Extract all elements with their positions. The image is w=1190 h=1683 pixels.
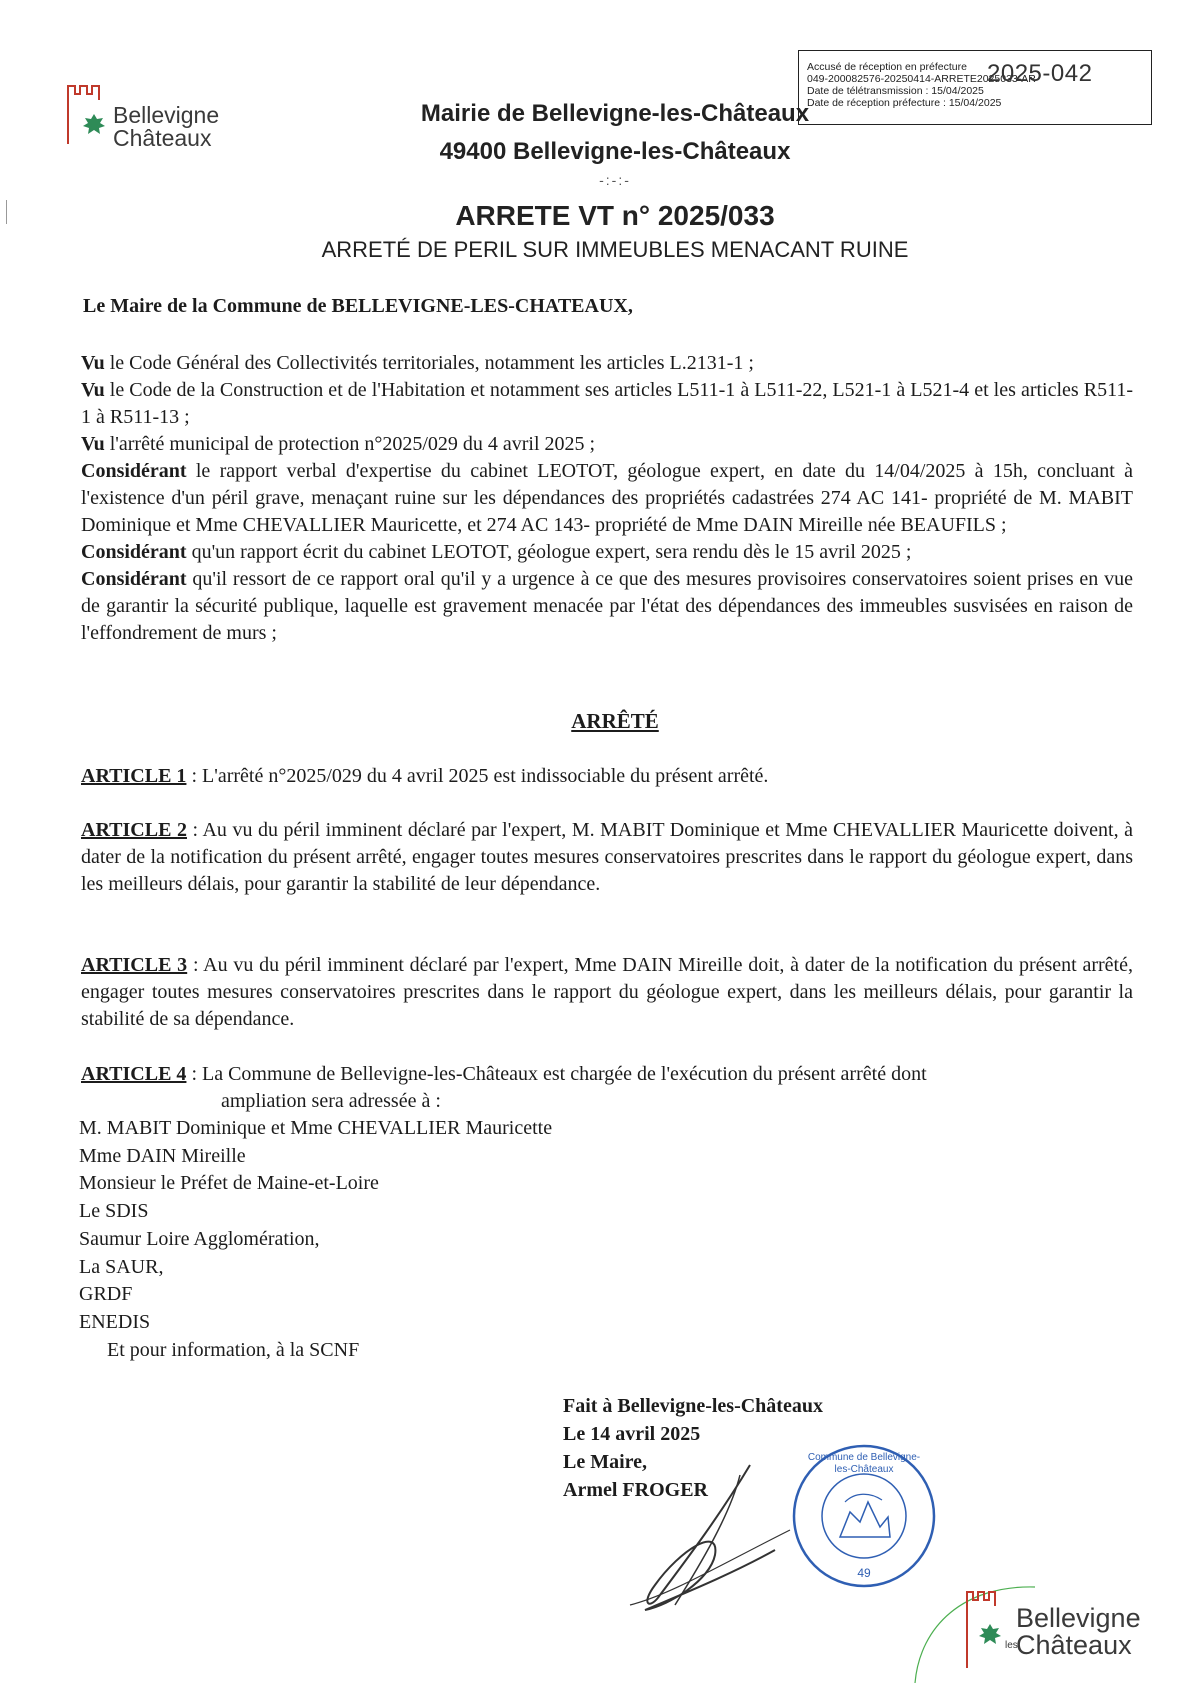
grape-leaf-icon — [978, 1622, 1002, 1646]
arrete-heading: ARRÊTÉ — [571, 709, 659, 733]
seal-number: 49 — [857, 1566, 871, 1580]
visa-text: le rapport verbal d'expertise du cabinet LEOTOT, géologue expert, en date du 14/04/2025 à 15h, concluant à l'existence d'un péril grave, menaçant ruine sur les dépendances des propriétés cadastrées 274 AC 141- propriété de M. MABIT Dominique et Mme CHEVALLIER Mauricette, et 274 AC 143- propriété de Mme DAIN Mireille née BEAUFILS ; — [81, 460, 1133, 536]
visa-text: le Code Général des Collectivités territoriales, notamment les articles L.2131-1 ; — [104, 352, 754, 374]
logo-name-line-1: Bellevigne — [1016, 1603, 1141, 1633]
visa-text: qu'un rapport écrit du cabinet LEOTOT, géologue expert, sera rendu dès le 15 avril 2025 ; — [186, 541, 912, 563]
logo-name-line-1: Bellevigne — [113, 102, 220, 128]
article-1 — [81, 763, 1133, 790]
visa-item — [81, 377, 1133, 431]
article-4-line-2: ampliation sera adressée à : — [221, 1090, 441, 1112]
signature-name: Armel FROGER — [563, 1479, 708, 1501]
recipient-item: Monsieur le Préfet de Maine-et-Loire — [79, 1172, 379, 1194]
signature-role: Le Maire, — [563, 1451, 648, 1473]
signature-place: Fait à Bellevigne-les-Châteaux — [563, 1395, 823, 1417]
page-title: ARRETE VT n° 2025/033 — [455, 200, 775, 231]
article-2 — [81, 817, 1133, 898]
municipal-seal — [790, 1442, 938, 1590]
signature-date: Le 14 avril 2025 — [563, 1423, 701, 1445]
article-label: ARTICLE 1 — [81, 765, 187, 787]
seal-text: Commune de Bellevigne-les-Châteaux — [807, 1452, 921, 1475]
logo-les: les — [1005, 1640, 1018, 1651]
receipt-line-2: 049-200082576-20250414-ARRETE2025033-AR — [807, 73, 1036, 85]
visa-key: Considérant — [81, 460, 187, 482]
visa-item — [81, 458, 1133, 539]
article-label: ARTICLE 3 — [81, 954, 188, 976]
article-text: : Au vu du péril imminent déclaré par l'expert, M. MABIT Dominique et Mme CHEVALLIER Mauricette doivent, à dater de la notification du présent arrêté, engager toutes mesures conservatoires prescrites dans le rapport du géologue expert, dans les meilleurs délais, pour garantir la stabilité de leur dépendance. — [81, 819, 1133, 895]
receipt-line-1: Accusé de réception en préfecture — [807, 61, 967, 73]
visa-item — [81, 539, 1133, 566]
recipient-item: ENEDIS — [79, 1311, 151, 1333]
recipient-item: La SAUR, — [79, 1256, 164, 1278]
recipient-item: Saumur Loire Agglomération, — [79, 1228, 320, 1250]
visa-key: Vu — [81, 433, 105, 455]
article-text: : Au vu du péril imminent déclaré par l'expert, Mme DAIN Mireille doit, à dater de la notification du présent arrêté, engager toutes mesures conservatoires prescrites dans le rapport du géologue expert, dans les meilleurs délais, pour garantir la stabilité de sa dépendance. — [81, 954, 1133, 1030]
handwritten-signature-icon — [600, 1455, 800, 1615]
visa-text: l'arrêté municipal de protection n°2025/029 du 4 avril 2025 ; — [104, 433, 596, 455]
visa-key: Considérant — [81, 568, 187, 590]
article-text: : La Commune de Bellevigne-les-Châteaux est chargée de l'exécution du présent arrêté dont — [186, 1063, 927, 1085]
visa-text: le Code de la Construction et de l'Habitation et notamment ses articles L511-1 à L511-22, L521-1 à L521-4 et les articles R511-1 à R511-13 ; — [81, 379, 1133, 428]
header-address: 49400 Bellevigne-les-Châteaux — [439, 138, 791, 165]
receipt-code: 2025-042 — [987, 60, 1093, 87]
visa-key: Vu — [81, 352, 105, 374]
info-line: Et pour information, à la SCNF — [107, 1339, 360, 1361]
visa-key: Considérant — [81, 541, 187, 563]
recipient-item: GRDF — [79, 1283, 133, 1305]
visa-key: Vu — [81, 379, 105, 401]
article-label: ARTICLE 4 — [81, 1063, 187, 1085]
article-text: : L'arrêté n°2025/029 du 4 avril 2025 est indissociable du présent arrêté. — [186, 765, 769, 787]
recipient-item: M. MABIT Dominique et Mme CHEVALLIER Mauricette — [79, 1117, 553, 1139]
logo-name-line-2: Châteaux — [113, 125, 212, 151]
visa-item — [81, 431, 1133, 458]
header-mairie: Mairie de Bellevigne-les-Châteaux — [420, 100, 810, 127]
visa-block — [81, 350, 1133, 647]
article-4 — [81, 1061, 1133, 1115]
logo-name-line-2: Châteaux — [1016, 1630, 1132, 1660]
lead-line: Le Maire de la Commune de BELLEVIGNE-LES-CHATEAUX, — [83, 295, 633, 317]
page-subtitle: ARRETÉ DE PERIL SUR IMMEUBLES MENACANT RUINE — [321, 237, 909, 262]
receipt-line-4: Date de réception préfecture : 15/04/2025 — [807, 97, 1002, 109]
recipient-item: Le SDIS — [79, 1200, 149, 1222]
article-4-line-1 — [81, 1061, 1133, 1088]
visa-text: qu'il ressort de ce rapport oral qu'il y a urgence à ce que des mesures provisoires conservatoires soient prises en vue de garantir la sécurité publique, laquelle est gravement menacée par l'état des dépendances des immeubles susvisées en raison de l'effondrement de murs ; — [81, 568, 1133, 644]
visa-item — [81, 566, 1133, 647]
visa-item — [81, 350, 1133, 377]
header-separator: -:-:- — [599, 172, 631, 188]
recipient-item: Mme DAIN Mireille — [79, 1145, 246, 1167]
article-3 — [81, 952, 1133, 1033]
article-label: ARTICLE 2 — [81, 819, 187, 841]
receipt-line-3: Date de télétransmission : 15/04/2025 — [807, 85, 984, 97]
